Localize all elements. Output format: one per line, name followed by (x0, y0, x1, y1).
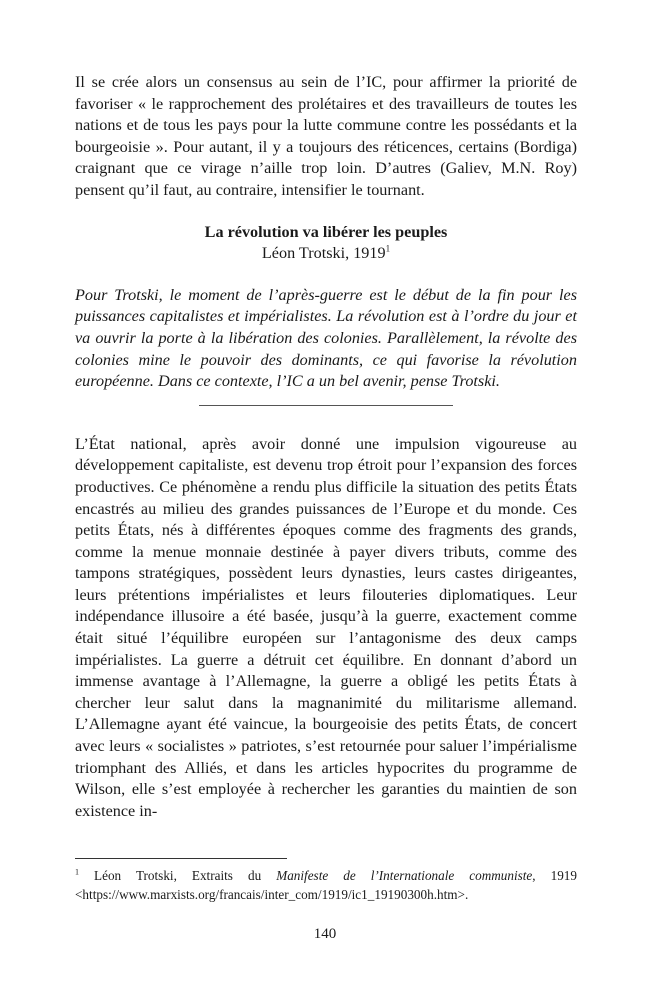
footnote-text-before: Léon Trotski, Extraits du (79, 868, 277, 883)
footnote-work-title: Manifeste de l’Internationale communiste (276, 868, 533, 883)
page-content (75, 72, 577, 822)
footnote-reference[interactable]: 1 (385, 243, 391, 254)
footnote-text-after: , 1919 <https://www.marxists.org/francais/inter_com/1919/ic1_19190300h.htm>. (75, 868, 577, 902)
section-divider (199, 405, 453, 406)
quoted-text: L’État national, après avoir donné une impulsion vigoureuse au développement capitaliste, est devenu trop étroit pour l’expansion des forces productives. Ce phénomène a rendu plus difficile la situation des petits États encastrés au milieu des grandes puissances de l’Europe et du monde. Ces petits États, nés à différentes époques comme des fragments des grands, comme la menue monnaie destinée à payer divers tributs, comme des tampons stratégiques, possèdent leurs dynasties, leurs castes dirigeantes, leurs prétentions impérialistes et leurs filouteries diplomatiques. Leur indépendance illusoire a été basée, jusqu’à la guerre, exactement comme était situé l’équilibre européen sur l’antagonisme des deux camps impérialistes. La guerre a détruit cet équilibre. En donnant d’abord un immense avantage à l’Allemagne, la guerre a obligé les petits États à chercher leur salut dans la magnanimité du militarisme allemand. L’Allemagne ayant été vaincue, la bourgeoisie des petits États, de concert avec leurs « socialistes » patriotes, s’est retournée pour saluer l’impérialisme triomphant des Alliés, et dans les articles hypocrites du programme de Wilson, elle s’est employée à rechercher les garanties du maintien de son existence in- (75, 434, 577, 820)
footnote-separator (75, 858, 287, 859)
author-date: Léon Trotski, 1919 (261, 244, 386, 263)
section-author-line (75, 243, 577, 265)
footnote (75, 866, 577, 904)
opening-paragraph: Il se crée alors un consensus au sein de l’IC, pour affirmer la priorité de favoriser « le rapprochement des prolétaires et des travailleurs de toutes les nations et de tous les pays pour la lutte commune contre les possédants et la bourgeoisie ». Pour autant, il y a toujours des réticences, certains (Bordiga) craignant que ce virage n’aille trop loin. D’autres (Galiev, M.N. Roy) pensent qu’il faut, au contraire, intensifier le tournant. (75, 73, 577, 199)
footnote-number: 1 (75, 867, 79, 877)
editorial-introduction: Pour Trotski, le moment de l’après-guerre est le début de la fin pour les puissances capitalistes et impérialistes. La révolution est à l’ordre du jour et va ouvrir la porte à la libération des colonies. Parallèlement, la révolte des colonies mine le pouvoir des dominants, ce qui favorise la révolution européenne. Dans ce contexte, l’IC a un bel avenir, pense Trotski. (75, 285, 577, 391)
section-title: La révolution va libérer les peuples (204, 222, 448, 241)
page-number: 140 (313, 926, 337, 942)
section-heading (75, 222, 577, 265)
